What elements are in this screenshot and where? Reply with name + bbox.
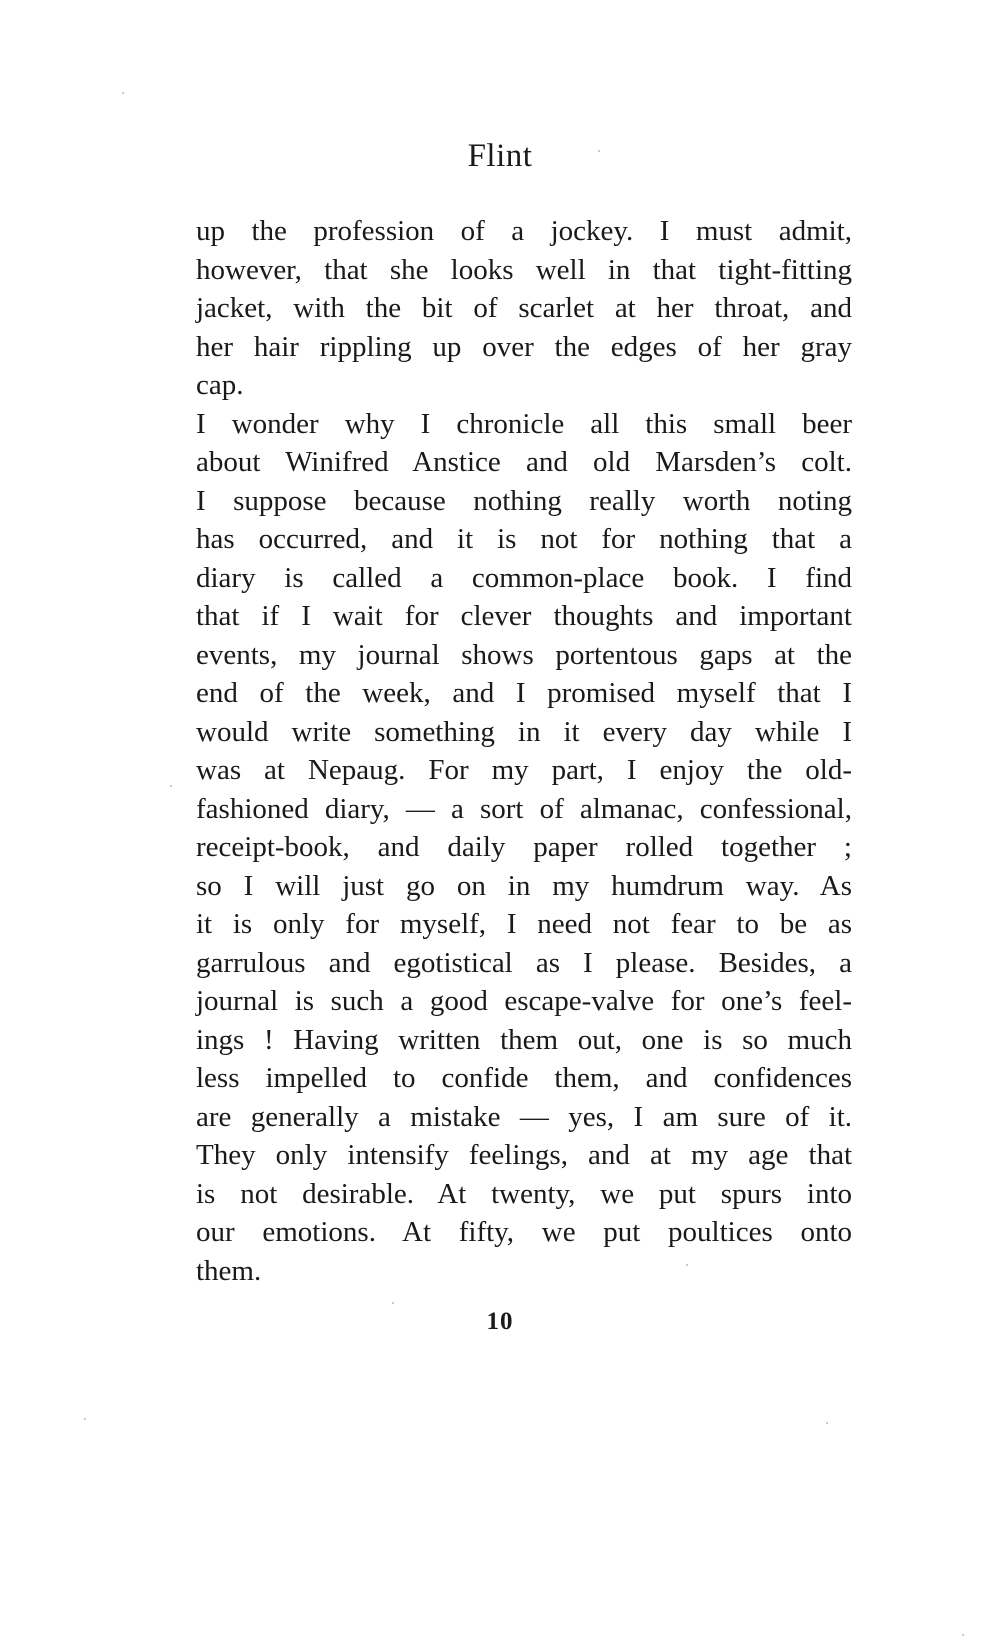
paper-speck [122,92,124,94]
text-line: less impelled to confide them, and confidences [196,1062,852,1094]
paper-speck [962,1634,964,1636]
text-line: our emotions. At fifty, we put poultices onto [196,1216,852,1248]
text-line: ings ! Having written them out, one is so much [196,1023,852,1056]
text-line: I suppose because nothing really worth noting [196,484,852,517]
text-line: has occurred, and it is not for nothing that a [196,523,852,555]
body-text [196,212,852,1290]
paper-speck [392,1302,394,1304]
text-line: end of the week, and I promised myself that I [196,677,852,709]
running-head: Flint [467,138,533,174]
text-line: up the profession of a jockey. I must admit, [196,215,852,247]
paper-speck [826,1422,828,1424]
text-line: that if I wait for clever thoughts and important [196,600,852,632]
text-line: is not desirable. At twenty, we put spurs into [196,1177,852,1210]
text-line: her hair rippling up over the edges of her gray [196,330,852,363]
text-line: garrulous and egotistical as I please. Besides, a [196,946,852,979]
text-line: so I will just go on in my humdrum way. As [196,869,852,902]
text-line: I wonder why I chronicle all this small beer [196,407,852,440]
text-line: fashioned diary, — a sort of almanac, confessional, [196,792,852,825]
text-line: it is only for myself, I need not fear to be as [196,908,852,940]
text-line: was at Nepaug. For my part, I enjoy the old- [196,754,852,786]
text-line: diary is called a common-place book. I find [196,561,852,594]
paper-speck [686,1264,688,1266]
page-number: 10 [486,1308,514,1335]
text-line: They only intensify feelings, and at my age that [196,1139,852,1171]
text-line: events, my journal shows portentous gaps at the [196,638,852,671]
paper-speck [598,150,600,152]
text-line: jacket, with the bit of scarlet at her throat, and [196,292,852,324]
text-line: cap. [196,369,244,401]
paper-speck [84,1418,86,1420]
paper-speck [170,785,172,787]
text-line: receipt-book, and daily paper rolled together ; [196,831,852,863]
text-line: however, that she looks well in that tight-fitting [196,253,852,286]
text-line: about Winifred Anstice and old Marsden’s colt. [196,446,852,478]
text-line: would write something in it every day while I [196,715,852,748]
text-line: are generally a mistake — yes, I am sure of it. [196,1100,852,1133]
text-line: journal is such a good escape-valve for one’s feel- [196,985,852,1017]
text-line: them. [196,1254,262,1287]
